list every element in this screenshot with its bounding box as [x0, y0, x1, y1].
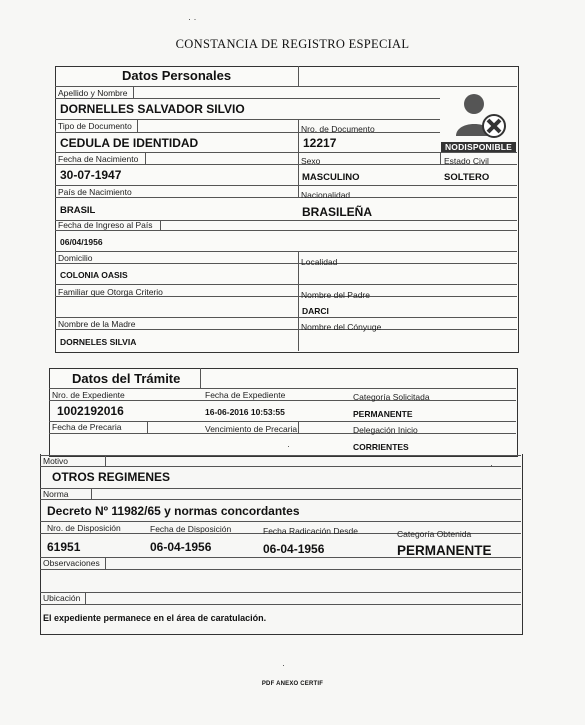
label-domicilio: Domicilio: [58, 253, 93, 263]
section-heading-tramite: Datos del Trámite: [72, 371, 181, 386]
label-categoria-solicitada: Categoría Solicitada: [353, 392, 430, 402]
label-nro-expediente: Nro. de Expediente: [52, 390, 125, 400]
value-nacionalidad: BRASILEÑA: [302, 205, 373, 219]
label-localidad: Localidad: [301, 257, 338, 267]
label-fecha-radicacion: Fecha Radicación Desde: [263, 526, 358, 536]
value-fecha-expediente: 16-06-2016 10:53:55: [205, 407, 285, 417]
label-sexo: Sexo: [301, 156, 321, 166]
value-apellido-nombre: DORNELLES SALVADOR SILVIO: [60, 102, 245, 116]
value-fecha-nacimiento: 30-07-1947: [60, 168, 122, 182]
label-pais-nacimiento: País de Nacimiento: [58, 187, 132, 197]
value-motivo: OTROS REGIMENES: [52, 470, 171, 484]
scan-mark: · ·: [188, 14, 197, 24]
scan-mark: ·: [282, 660, 285, 670]
value-nro-disposicion: 61951: [47, 540, 81, 554]
scan-mark: ·: [490, 460, 493, 470]
value-delegacion-inicio: CORRIENTES: [353, 442, 409, 452]
section-heading-personales: Datos Personales: [122, 68, 232, 83]
value-fecha-disposicion: 06-04-1956: [150, 540, 212, 554]
value-nro-documento: 12217: [303, 136, 337, 150]
label-tipo-documento: Tipo de Documento: [58, 121, 132, 131]
label-delegacion-inicio: Delegación Inicio: [353, 425, 418, 435]
label-vencimiento-precaria: Vencimiento de Precaria: [205, 424, 298, 434]
value-categoria-obtenida: PERMANENTE: [397, 543, 492, 558]
value-estado-civil: SOLTERO: [444, 172, 490, 183]
label-familiar-criterio: Familiar que Otorga Criterio: [58, 287, 163, 297]
label-nro-documento: Nro. de Documento: [301, 124, 375, 134]
label-fecha-ingreso: Fecha de Ingreso al País: [58, 220, 153, 230]
label-apellido-nombre: Apellido y Nombre: [58, 88, 128, 98]
value-sexo: MASCULINO: [302, 172, 360, 183]
label-fecha-precaria: Fecha de Precaria: [52, 422, 122, 432]
value-ubicacion: El expediente permanece en el área de caratulación.: [43, 613, 267, 623]
value-nro-expediente: 1002192016: [57, 404, 124, 418]
label-observaciones: Observaciones: [43, 558, 100, 568]
value-norma: Decreto Nº 11982/65 y normas concordantes: [47, 504, 300, 518]
label-estado-civil: Estado Civil: [444, 156, 489, 166]
label-fecha-nacimiento: Fecha de Nacimiento: [58, 154, 139, 164]
value-fecha-ingreso: 06/04/1956: [60, 237, 103, 247]
label-fecha-expediente: Fecha de Expediente: [205, 390, 286, 400]
value-nombre-madre: DORNELES SILVIA: [60, 337, 137, 347]
label-nombre-padre: Nombre del Padre: [301, 290, 370, 300]
label-nacionalidad: Nacionalidad: [301, 190, 351, 200]
label-nombre-madre: Nombre de la Madre: [58, 319, 136, 329]
value-categoria-solicitada: PERMANENTE: [353, 409, 413, 419]
label-fecha-disposicion: Fecha de Disposición: [150, 524, 232, 534]
label-nro-disposicion: Nro. de Disposición: [47, 523, 121, 533]
footer-stamp: PDF ANEXO CERTIF: [261, 681, 324, 687]
photo-unavailable-badge: NODISPONIBLE: [441, 142, 516, 153]
label-norma: Norma: [43, 489, 69, 499]
scan-mark: ·: [287, 441, 290, 451]
label-motivo: Motivo: [43, 456, 69, 466]
value-nombre-padre: DARCI: [302, 306, 329, 316]
value-domicilio: COLONIA OASIS: [60, 270, 128, 280]
label-ubicacion: Ubicación: [43, 593, 81, 603]
document-title: CONSTANCIA DE REGISTRO ESPECIAL: [175, 37, 410, 51]
value-tipo-documento: CEDULA DE IDENTIDAD: [60, 136, 199, 150]
label-nombre-conyuge: Nombre del Cónyuge: [301, 322, 382, 332]
label-categoria-obtenida: Categoría Obtenida: [397, 529, 472, 539]
value-fecha-radicacion: 06-04-1956: [263, 542, 325, 556]
value-pais-nacimiento: BRASIL: [60, 205, 96, 216]
